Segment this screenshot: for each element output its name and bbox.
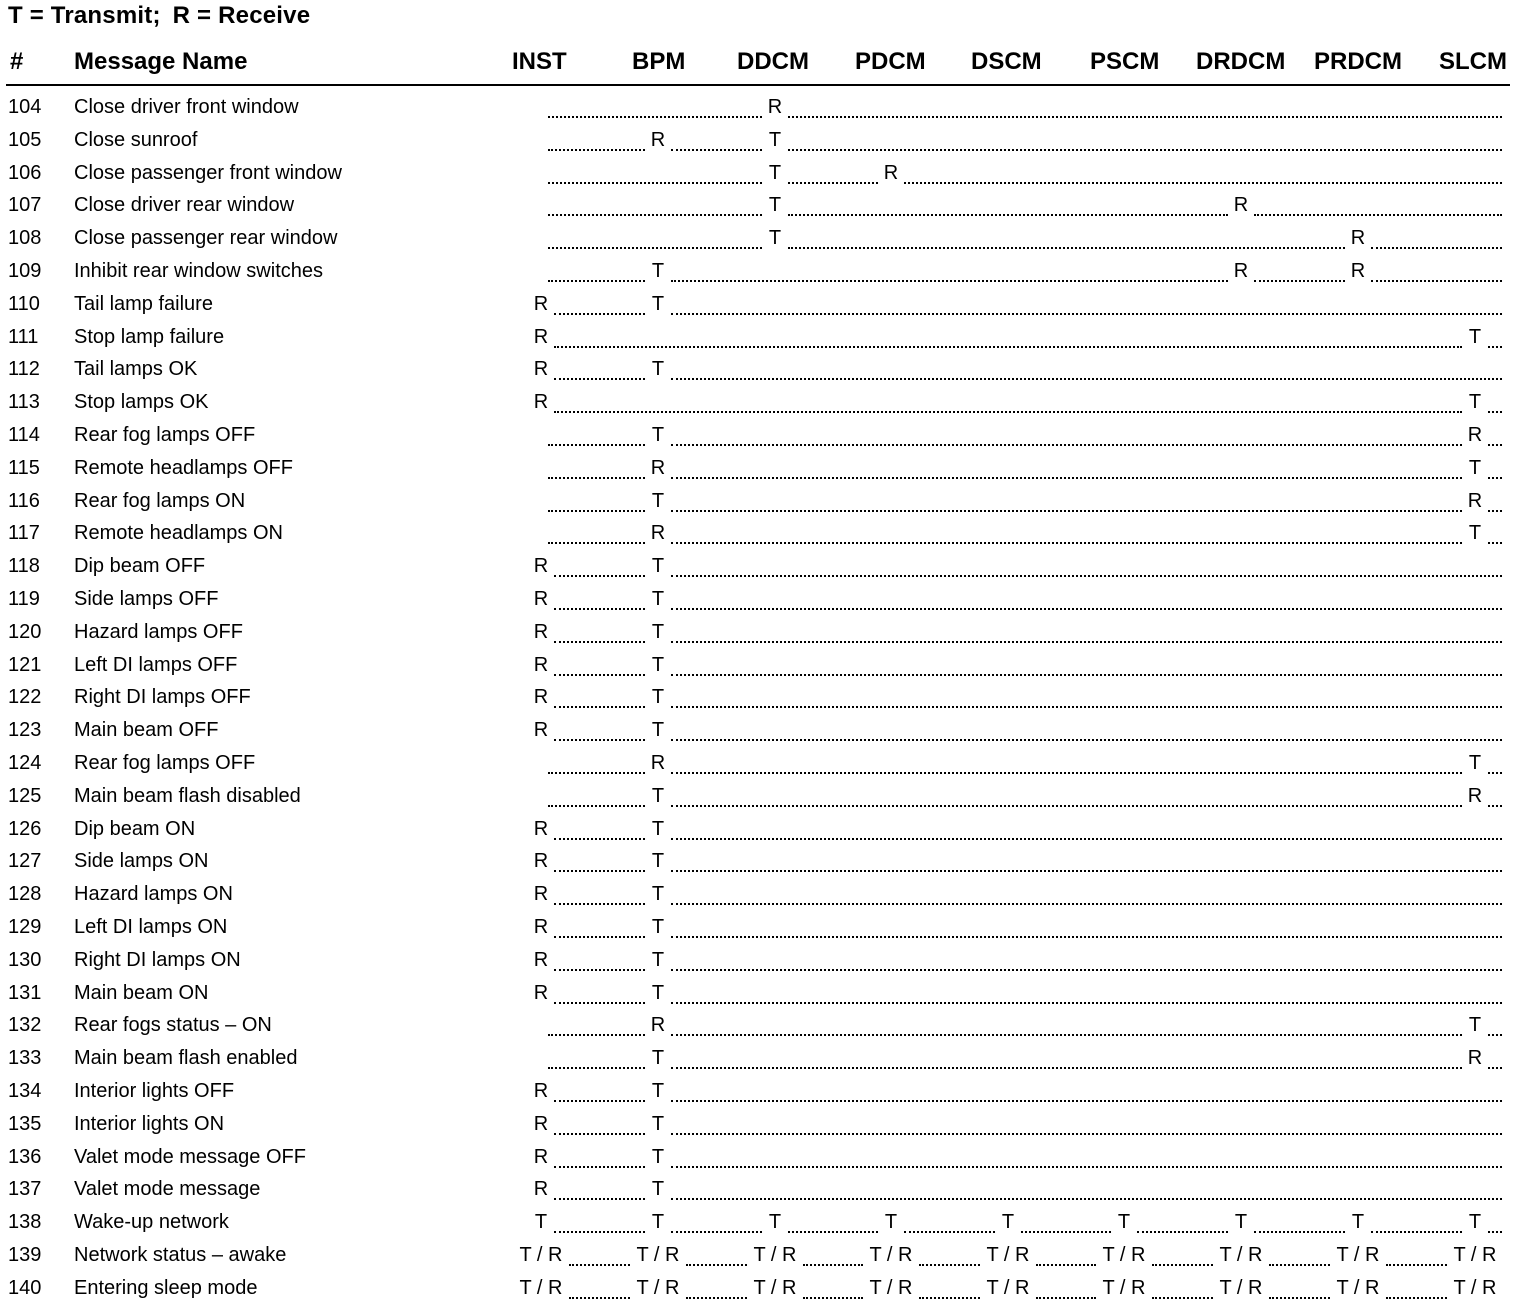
table-row: [0, 750, 1530, 783]
cell-inst: T / R: [519, 1276, 563, 1299]
cell-bpm: T: [651, 489, 665, 512]
row-message-name: Left DI lamps OFF: [74, 653, 238, 676]
table-row: [0, 1275, 1530, 1308]
dot-leader: [671, 444, 1462, 446]
table-row: [0, 455, 1530, 488]
cell-slcm: R: [1467, 1047, 1483, 1070]
legend-receive: R = Receive: [172, 2, 311, 29]
row-number: 115: [8, 456, 40, 479]
cell-pdcm: T / R: [869, 1244, 913, 1266]
cell-bpm: R: [650, 456, 666, 479]
cell-slcm: T: [1468, 391, 1482, 414]
cell-pscm: T / R: [1102, 1276, 1146, 1299]
row-number: 105: [8, 128, 42, 151]
cell-slcm: T: [1468, 325, 1482, 348]
row-number: 134: [8, 1080, 42, 1102]
cell-inst: R: [533, 981, 549, 1004]
cell-bpm: T: [651, 1047, 665, 1070]
row-message-name: Close passenger front window: [74, 161, 342, 184]
cell-slcm: T / R: [1453, 1244, 1497, 1266]
cell-inst: R: [533, 358, 549, 381]
cell-drdcm: R: [1233, 260, 1249, 282]
dot-leader: [671, 575, 1502, 577]
dot-leader: [788, 247, 1345, 249]
dot-leader: [1152, 1297, 1213, 1299]
cell-bpm: T: [651, 1145, 665, 1168]
row-number: 130: [8, 948, 42, 971]
cell-prdcm: R: [1350, 260, 1366, 282]
row-number: 136: [8, 1145, 42, 1168]
cell-slcm: T / R: [1453, 1276, 1497, 1299]
row-message-name: Right DI lamps ON: [74, 948, 241, 971]
row-number: 133: [8, 1047, 42, 1070]
row-number: 120: [8, 620, 42, 643]
table-row: [0, 586, 1530, 619]
table-row: [0, 160, 1530, 193]
row-message-name: Remote headlamps OFF: [74, 456, 293, 479]
dot-leader: [671, 1133, 1502, 1135]
table-row: [0, 848, 1530, 881]
row-message-name: Main beam flash enabled: [74, 1047, 298, 1070]
dot-leader: [1371, 280, 1502, 282]
cell-pscm: T / R: [1102, 1244, 1146, 1266]
cell-bpm: T: [651, 358, 665, 381]
row-number: 117: [8, 522, 40, 545]
dot-leader: [788, 214, 1228, 216]
cell-drdcm: R: [1233, 194, 1249, 217]
row-number: 109: [8, 260, 42, 282]
row-number: 114: [8, 424, 40, 446]
dot-leader: [671, 805, 1462, 807]
row-message-name: Stop lamps OK: [74, 391, 209, 414]
row-message-name: Side lamps ON: [74, 850, 209, 873]
cell-bpm: T: [651, 1211, 665, 1234]
row-number: 116: [8, 489, 40, 512]
cell-bpm: T: [651, 916, 665, 938]
dot-leader: [671, 739, 1502, 741]
dot-leader: [671, 608, 1502, 610]
cell-bpm: T: [651, 620, 665, 643]
row-message-name: Dip beam ON: [74, 817, 196, 840]
cell-bpm: T: [651, 555, 665, 578]
cell-prdcm: T / R: [1336, 1244, 1380, 1266]
table-row: [0, 1078, 1530, 1111]
row-message-name: Main beam OFF: [74, 719, 219, 742]
cell-inst: R: [533, 948, 549, 971]
dot-leader: [671, 936, 1502, 938]
cell-ddcm: T: [768, 194, 782, 217]
row-number: 135: [8, 1112, 42, 1135]
dot-leader: [919, 1264, 980, 1266]
dot-leader: [671, 1067, 1462, 1069]
cell-inst: R: [533, 292, 549, 315]
row-number: 128: [8, 883, 42, 906]
cell-ddcm: T: [768, 161, 782, 184]
row-number: 110: [8, 292, 40, 315]
table-row: [0, 389, 1530, 422]
dot-leader: [803, 1297, 863, 1299]
cell-bpm: T: [651, 1178, 665, 1201]
cell-bpm: T: [651, 588, 665, 610]
cell-bpm: T: [651, 817, 665, 840]
cell-ddcm: T / R: [753, 1276, 797, 1299]
cell-bpm: T / R: [636, 1276, 680, 1299]
cell-bpm: R: [650, 128, 666, 151]
cell-slcm: R: [1467, 489, 1483, 512]
cell-inst: R: [533, 686, 549, 709]
row-number: 111: [8, 325, 39, 348]
cell-bpm: R: [650, 752, 666, 774]
table-header: [0, 48, 1530, 86]
cell-inst: R: [533, 916, 549, 938]
row-message-name: Interior lights ON: [74, 1112, 225, 1135]
dot-leader: [671, 969, 1502, 971]
row-number: 122: [8, 686, 42, 709]
dot-leader: [671, 903, 1502, 905]
cell-bpm: T: [651, 719, 665, 742]
cell-ddcm: T: [768, 227, 782, 250]
cell-drdcm: T: [1234, 1211, 1248, 1234]
cell-prdcm: T: [1351, 1211, 1365, 1234]
table-row: [0, 652, 1530, 685]
row-message-name: Interior lights OFF: [74, 1080, 235, 1102]
row-number: 138: [8, 1211, 42, 1234]
cell-inst: R: [533, 1145, 549, 1168]
table-row: [0, 1111, 1530, 1144]
table-row: [0, 94, 1530, 127]
table-row: [0, 980, 1530, 1013]
cell-bpm: T: [651, 653, 665, 676]
row-number: 104: [8, 96, 42, 118]
dot-leader: [803, 1264, 863, 1266]
table-row: [0, 1176, 1530, 1209]
cell-slcm: T: [1468, 522, 1482, 545]
cell-bpm: R: [650, 522, 666, 545]
dot-leader: [1269, 1297, 1330, 1299]
dot-leader: [671, 510, 1462, 512]
dot-leader: [686, 1297, 747, 1299]
dot-leader: [548, 247, 762, 249]
row-message-name: Remote headlamps ON: [74, 522, 283, 545]
cell-pscm: T: [1117, 1211, 1131, 1234]
cell-inst: R: [533, 719, 549, 742]
row-number: 121: [8, 653, 42, 676]
row-message-name: Close sunroof: [74, 128, 198, 151]
dot-leader: [788, 116, 1502, 118]
dot-leader: [671, 1034, 1462, 1036]
row-message-name: Tail lamps OK: [74, 358, 198, 381]
row-message-name: Stop lamp failure: [74, 325, 225, 348]
cell-dscm: T: [1001, 1211, 1015, 1234]
cell-inst: R: [533, 817, 549, 840]
dot-leader: [671, 378, 1502, 380]
row-message-name: Wake-up network: [74, 1211, 229, 1234]
header-module-inst: INST: [512, 48, 567, 75]
row-message-name: Rear fog lamps ON: [74, 489, 246, 512]
cell-slcm: R: [1467, 784, 1483, 807]
row-number: 127: [8, 850, 42, 873]
dot-leader: [671, 838, 1502, 840]
row-number: 119: [8, 588, 40, 610]
cell-slcm: T: [1468, 456, 1482, 479]
row-message-name: Entering sleep mode: [74, 1276, 258, 1299]
header-module-prdcm: PRDCM: [1314, 48, 1402, 75]
row-message-name: Main beam ON: [74, 981, 209, 1004]
cell-slcm: T: [1468, 752, 1482, 774]
dot-leader: [671, 280, 1228, 282]
dot-leader: [569, 1297, 630, 1299]
cell-bpm: T: [651, 260, 665, 282]
cell-bpm: T / R: [636, 1244, 680, 1266]
cell-dscm: T / R: [986, 1244, 1030, 1266]
dot-leader: [671, 1002, 1502, 1004]
cell-inst: R: [533, 1080, 549, 1102]
table-row: [0, 192, 1530, 225]
row-message-name: Network status – awake: [74, 1244, 287, 1266]
dot-leader: [1386, 1297, 1447, 1299]
table-row: [0, 881, 1530, 914]
cell-inst: R: [533, 850, 549, 873]
header-module-bpm: BPM: [632, 48, 686, 75]
dot-leader: [671, 706, 1502, 708]
dot-leader: [671, 1166, 1502, 1168]
row-number: 140: [8, 1276, 42, 1299]
cell-inst: R: [533, 1178, 549, 1201]
row-message-name: Side lamps OFF: [74, 588, 219, 610]
row-message-name: Inhibit rear window switches: [74, 260, 323, 282]
row-number: 113: [8, 391, 40, 414]
cell-prdcm: T / R: [1336, 1276, 1380, 1299]
row-message-name: Hazard lamps OFF: [74, 620, 243, 643]
dot-leader: [671, 313, 1502, 315]
row-number: 131: [8, 981, 42, 1004]
dot-leader: [671, 542, 1462, 544]
table-row: [0, 1209, 1530, 1242]
header-module-ddcm: DDCM: [737, 48, 809, 75]
table-row: [0, 291, 1530, 324]
row-message-name: Valet mode message OFF: [74, 1145, 306, 1168]
cell-bpm: T: [651, 784, 665, 807]
header-module-slcm: SLCM: [1439, 48, 1507, 75]
table-row: [0, 127, 1530, 160]
cell-ddcm: T: [768, 1211, 782, 1234]
cell-pdcm: T / R: [869, 1276, 913, 1299]
cell-dscm: T / R: [986, 1276, 1030, 1299]
cell-bpm: T: [651, 424, 665, 446]
dot-leader: [1386, 1264, 1447, 1266]
row-message-name: Main beam flash disabled: [74, 784, 301, 807]
cell-drdcm: T / R: [1219, 1244, 1263, 1266]
cell-bpm: R: [650, 1014, 666, 1037]
table-row: [0, 553, 1530, 586]
cell-bpm: T: [651, 1080, 665, 1102]
table-row: [0, 783, 1530, 816]
dot-leader: [671, 1100, 1502, 1102]
cell-bpm: T: [651, 850, 665, 873]
cell-ddcm: R: [767, 96, 783, 118]
cell-ddcm: T: [768, 128, 782, 151]
header-rule: [6, 84, 1510, 86]
row-message-name: Rear fog lamps OFF: [74, 752, 256, 774]
dot-leader: [548, 214, 762, 216]
row-number: 125: [8, 784, 42, 807]
row-number: 126: [8, 817, 42, 840]
table-row: [0, 1242, 1530, 1275]
cell-inst: R: [533, 1112, 549, 1135]
row-message-name: Right DI lamps OFF: [74, 686, 251, 709]
header-message-name: Message Name: [74, 48, 248, 75]
dot-leader: [671, 674, 1502, 676]
row-message-name: Close driver front window: [74, 96, 299, 118]
dot-leader: [671, 1198, 1502, 1200]
dot-leader: [671, 772, 1462, 774]
row-number: 108: [8, 227, 42, 250]
dot-leader: [569, 1264, 630, 1266]
cell-bpm: T: [651, 686, 665, 709]
cell-inst: R: [533, 883, 549, 906]
cell-bpm: T: [651, 1112, 665, 1135]
cell-inst: T: [534, 1211, 548, 1234]
row-number: 137: [8, 1178, 42, 1201]
dot-leader: [548, 182, 762, 184]
dot-leader: [1152, 1264, 1213, 1266]
row-message-name: Valet mode message: [74, 1178, 261, 1201]
dot-leader: [548, 116, 762, 118]
cell-slcm: T: [1468, 1211, 1482, 1234]
table-row: [0, 914, 1530, 947]
header-module-dscm: DSCM: [971, 48, 1042, 75]
cell-bpm: T: [651, 292, 665, 315]
dot-leader: [1036, 1264, 1096, 1266]
dot-leader: [1036, 1297, 1096, 1299]
header-module-drdcm: DRDCM: [1196, 48, 1286, 75]
cell-pdcm: R: [883, 161, 899, 184]
row-number: 129: [8, 916, 42, 938]
cell-inst: R: [533, 620, 549, 643]
row-number: 132: [8, 1014, 42, 1037]
row-number: 107: [8, 194, 42, 217]
cell-prdcm: R: [1350, 227, 1366, 250]
dot-leader: [788, 149, 1502, 151]
table-row: [0, 258, 1530, 291]
dot-leader: [686, 1264, 747, 1266]
cell-bpm: T: [651, 883, 665, 906]
row-message-name: Rear fog lamps OFF: [74, 424, 256, 446]
row-message-name: Left DI lamps ON: [74, 916, 228, 938]
table-row: [0, 619, 1530, 652]
table-row: [0, 684, 1530, 717]
dot-leader: [671, 641, 1502, 643]
dot-leader: [904, 182, 1502, 184]
table-row: [0, 324, 1530, 357]
legend-transmit: T = Transmit;: [8, 2, 161, 29]
legend: [8, 2, 310, 30]
table-row: [0, 947, 1530, 980]
table-row: [0, 520, 1530, 553]
cell-bpm: T: [651, 948, 665, 971]
cell-inst: R: [533, 325, 549, 348]
table-row: [0, 225, 1530, 258]
row-number: 106: [8, 161, 42, 184]
row-message-name: Tail lamp failure: [74, 292, 213, 315]
cell-inst: R: [533, 588, 549, 610]
row-message-name: Close passenger rear window: [74, 227, 338, 250]
dot-leader: [671, 870, 1502, 872]
table-row: [0, 1012, 1530, 1045]
row-number: 112: [8, 358, 40, 381]
row-number: 123: [8, 719, 42, 742]
cell-ddcm: T / R: [753, 1244, 797, 1266]
cell-inst: T / R: [519, 1244, 563, 1266]
header-module-pdcm: PDCM: [855, 48, 926, 75]
cell-slcm: R: [1467, 424, 1483, 446]
dot-leader: [1371, 247, 1502, 249]
cell-pdcm: T: [884, 1211, 898, 1234]
table-row: [0, 717, 1530, 750]
dot-leader: [671, 477, 1462, 479]
cell-inst: R: [533, 555, 549, 578]
table-row: [0, 422, 1530, 455]
header-module-pscm: PSCM: [1090, 48, 1160, 75]
table-row: [0, 1045, 1530, 1078]
dot-leader: [554, 346, 1462, 348]
cell-inst: R: [533, 391, 549, 414]
header-number: #: [10, 48, 24, 75]
dot-leader: [554, 411, 1462, 413]
table-row: [0, 816, 1530, 849]
row-message-name: Dip beam OFF: [74, 555, 206, 578]
row-number: 124: [8, 752, 42, 774]
table-row: [0, 356, 1530, 389]
row-number: 118: [8, 555, 40, 578]
cell-slcm: T: [1468, 1014, 1482, 1037]
dot-leader: [1269, 1264, 1330, 1266]
table-row: [0, 1144, 1530, 1177]
table-row: [0, 488, 1530, 521]
row-message-name: Rear fogs status – ON: [74, 1014, 272, 1037]
row-number: 139: [8, 1244, 42, 1266]
dot-leader: [1254, 214, 1502, 216]
cell-drdcm: T / R: [1219, 1276, 1263, 1299]
cell-bpm: T: [651, 981, 665, 1004]
dot-leader: [919, 1297, 980, 1299]
cell-inst: R: [533, 653, 549, 676]
row-message-name: Hazard lamps ON: [74, 883, 233, 906]
row-message-name: Close driver rear window: [74, 194, 295, 217]
